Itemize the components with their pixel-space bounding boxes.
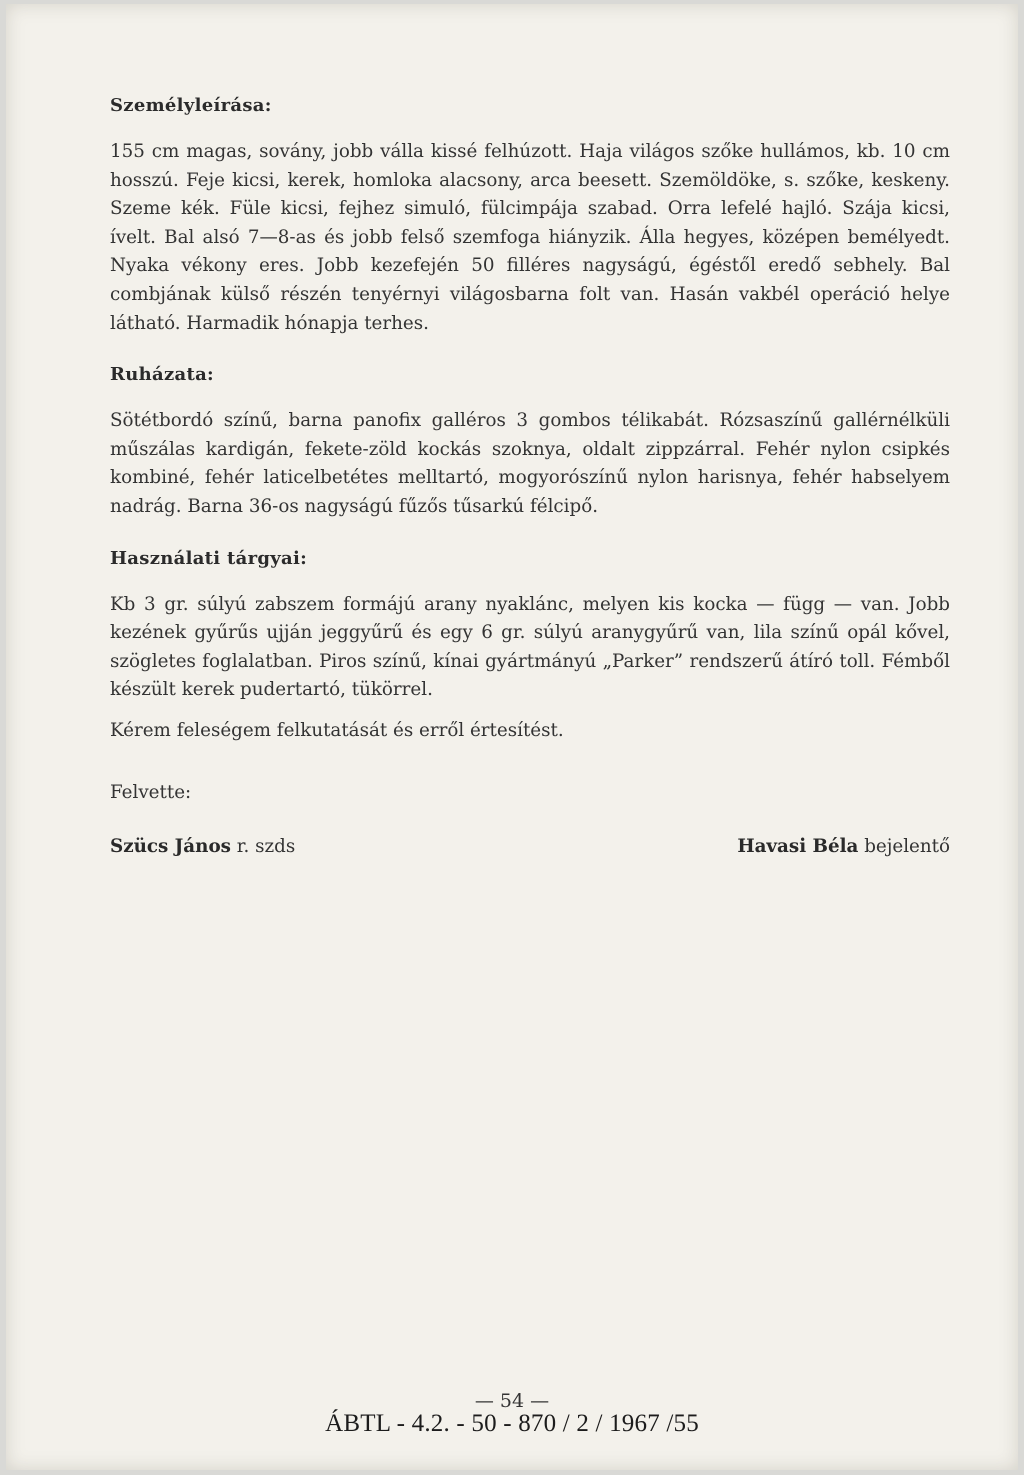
reporter-signature	[737, 836, 950, 857]
page-number: — 54 —	[474, 1390, 550, 1412]
description-text: 155 cm magas, sovány, jobb válla kissé felhúzott. Haja világos szőke hullámos, kb. 10 cm hosszú. Feje kicsi, kerek, homloka alacsony, arca beesett. Szemöldöke, s. szőke, keskeny. Szeme kék. Füle kicsi, fejhez simuló, fülcimpája szabad. Orra lefelé hajló. Szája kicsi, ívelt. Bal alsó 7—8-as és jobb felső szemfoga hiányzik. Álla hegyes, középen bemélyedt. Nyaka vékony eres. Jobb kezefején 50 filléres nagyságú, égéstől eredő sebhely. Bal combjának külső részén tenyérnyi világosbarna folt van. Hasán vakbél operáció helye látható. Harmadik hónapja terhes.	[110, 141, 950, 334]
description-heading: Személyleírása:	[110, 95, 272, 116]
request-text: Kérem feleségem felkutatását és erről értesítést.	[110, 719, 564, 741]
reporter-name: Havasi Béla	[737, 835, 859, 857]
recorded-by-label: Felvette:	[110, 781, 192, 803]
clothing-heading: Ruházata:	[110, 364, 215, 386]
reporter-role: bejelentő	[864, 835, 950, 857]
recorder-signature	[110, 836, 295, 857]
recorder-rank: r. szds	[236, 835, 296, 857]
recorder-name: Szücs János	[110, 835, 231, 857]
signature-row	[110, 836, 950, 857]
archive-reference: ÁBTL - 4.2. - 50 - 870 / 2 / 1967 /55	[325, 1410, 699, 1437]
document-page	[6, 4, 1018, 1470]
document-body	[110, 92, 950, 857]
items-text: Kb 3 gr. súlyú zabszem formájú arany nyaklánc, melyen kis kocka — függ — van. Jobb kezének gyűrűs ujján jeggyűrű és egy 6 gr. súlyú aranygyűrű van, lila színű opál kővel, szögletes foglalatban. Piros színű, kínai gyártmányú „Parker” rendszerű átíró toll. Fémből készült kerek pudertartó, tükörrel.	[110, 593, 950, 701]
items-heading: Használati tárgyai:	[110, 547, 308, 569]
clothing-text: Sötétbordó színű, barna panofix galléros 3 gombos télikabát. Rózsaszínű gallérnélküli műszálas kardigán, fekete-zöld kockás szoknya, oldalt zippzárral. Fehér nylon csipkés kombiné, fehér laticelbetétes melltartó, mogyorószínű nylon harisnya, fehér habselyem nadrág. Barna 36-os nagyságú fűzős tűsarkú félcipő.	[110, 410, 950, 517]
